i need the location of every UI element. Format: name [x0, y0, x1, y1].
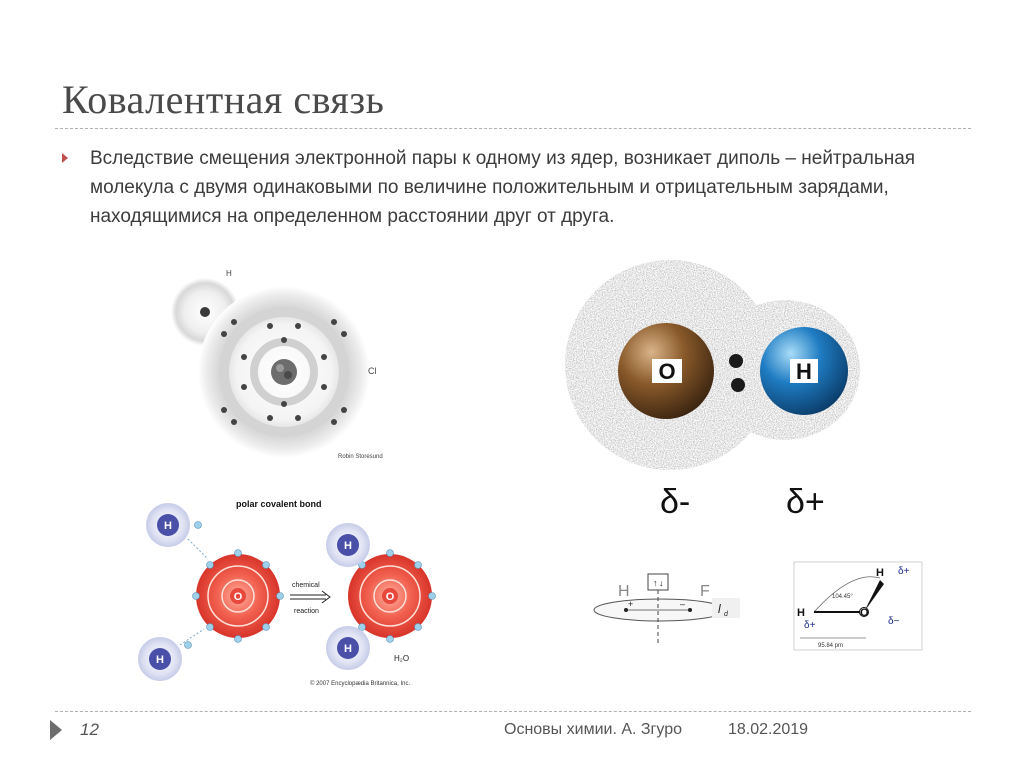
bullet-arrow-icon — [62, 153, 68, 163]
oxygen-label-left: O — [233, 591, 243, 603]
f-atom-label: F — [700, 583, 710, 600]
bond-angle-label: 104.45° — [832, 594, 853, 600]
h-electron — [185, 642, 192, 649]
oxygen-label: O — [860, 607, 869, 619]
h-electron — [195, 522, 202, 529]
spin-up-icon: ↑ — [653, 578, 658, 588]
approach-arrow — [188, 539, 208, 559]
reaction-arrow — [322, 591, 330, 603]
h-electron — [200, 307, 210, 317]
delta-minus-label: δ- — [660, 483, 691, 521]
footer-date: 18.02.2019 — [728, 721, 809, 738]
diagram-credit: © 2007 Encyclopædia Britannica, Inc. — [310, 681, 411, 687]
slide-number: 12 — [80, 720, 99, 739]
water-formula: H₂O — [394, 654, 410, 663]
nucleus-particle — [284, 371, 292, 379]
water-geometry-diagram — [792, 560, 924, 652]
hf-dipole-diagram — [590, 570, 750, 650]
diagram-title: polar covalent bond — [236, 499, 322, 509]
hydrogen-label: H — [156, 654, 164, 666]
delta-minus-label: δ− — [888, 616, 900, 627]
nav-arrow-icon[interactable] — [50, 720, 62, 740]
title-divider — [55, 128, 971, 129]
plus-sign: + — [628, 599, 634, 609]
length-subscript: d — [724, 611, 728, 618]
hydrogen-left-label: H — [797, 607, 805, 619]
length-label: l — [718, 602, 721, 616]
hcl-electron-diagram — [160, 262, 420, 472]
shared-electron — [731, 378, 745, 392]
shared-electron — [729, 354, 743, 368]
minus-sign: – — [680, 599, 686, 609]
delta-plus-label: δ+ — [786, 483, 825, 521]
footer-divider — [55, 711, 971, 712]
approach-arrow — [180, 629, 204, 645]
oh-electron-cloud-diagram — [560, 255, 870, 525]
bullet-text: Вследствие смещения электронной пары к одному из ядер, возникает диполь – нейтральная молекула с двумя одинаковыми по величине положительным и отрицательным зарядами, находящимися на определенном расстоянии друг от друга. — [90, 148, 916, 227]
diagram-credit: Robin Storesund — [338, 454, 383, 460]
h-atom-label: H — [618, 583, 630, 600]
reaction-label: reaction — [294, 608, 319, 615]
hydrogen-top-label: H — [876, 567, 884, 579]
bond-length-label: 95.84 pm — [818, 643, 844, 649]
delta-plus-top: δ+ — [898, 566, 910, 577]
h-atom-label: H — [226, 269, 232, 278]
cl-nucleus — [271, 359, 297, 385]
oxygen-label-right: O — [385, 591, 395, 603]
reaction-label: chemical — [292, 582, 320, 589]
hydrogen-label: H — [344, 540, 352, 552]
hydrogen-label: H — [164, 520, 172, 532]
electron-pair-box — [648, 574, 668, 590]
nucleus-particle — [276, 364, 284, 372]
water-polar-bond-diagram — [130, 495, 450, 695]
slide-title: Ковалентная связь — [62, 77, 385, 122]
hydrogen-label: H — [344, 643, 352, 655]
spin-down-icon: ↓ — [659, 578, 664, 588]
delta-plus-left: δ+ — [804, 620, 816, 631]
hydrogen-label: H — [796, 359, 812, 384]
oxygen-label: O — [658, 359, 676, 384]
charge-center — [688, 608, 692, 612]
footer-course: Основы химии. А. Згуро — [504, 721, 683, 738]
cl-atom-label: Cl — [368, 366, 377, 376]
